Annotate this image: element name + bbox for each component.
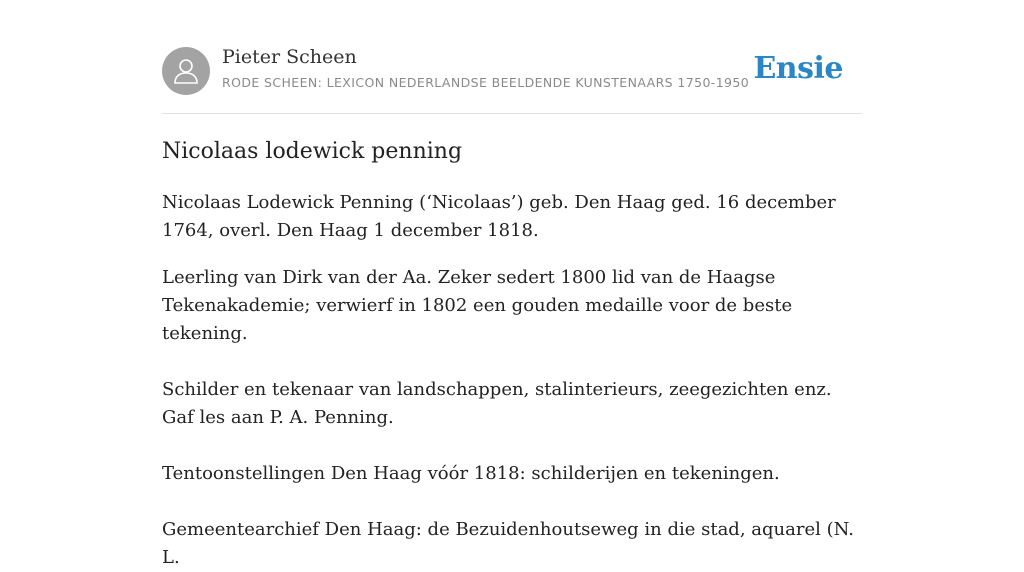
source-title[interactable]: RODE SCHEEN: LEXICON NEDERLANDSE BEELDENDE KUNSTENAARS 1750-1950 <box>222 75 750 90</box>
author-name[interactable]: Pieter Scheen <box>222 46 357 68</box>
article-paragraph: Gemeentearchief Den Haag: de Bezuidenhoutseweg in die stad, aquarel (N. L. <box>162 519 854 568</box>
article-paragraph: Nicolaas Lodewick Penning (‘Nicolaas’) geb. Den Haag ged. 16 december 1764, overl. Den Haag 1 december 1818. <box>162 192 836 241</box>
article-paragraph: Leerling van Dirk van der Aa. Zeker sedert 1800 lid van de Haagse Tekenakademie; verwierf in 1802 een gouden medaille voor de beste tekening. <box>162 267 793 344</box>
article-title: Nicolaas lodewick penning <box>162 139 463 164</box>
article-body <box>162 137 862 572</box>
article-paragraph: Schilder en tekenaar van landschappen, stalinterieurs, zeegezichten enz. Gaf les aan P. A. Penning. <box>162 379 832 428</box>
divider <box>162 113 862 114</box>
user-icon <box>171 56 201 86</box>
article-header <box>162 46 862 96</box>
brand-logo[interactable]: Ensie <box>753 51 843 86</box>
article-paragraph: Tentoonstellingen Den Haag vóór 1818: schilderijen en tekeningen. <box>162 463 780 484</box>
avatar[interactable] <box>162 47 210 95</box>
